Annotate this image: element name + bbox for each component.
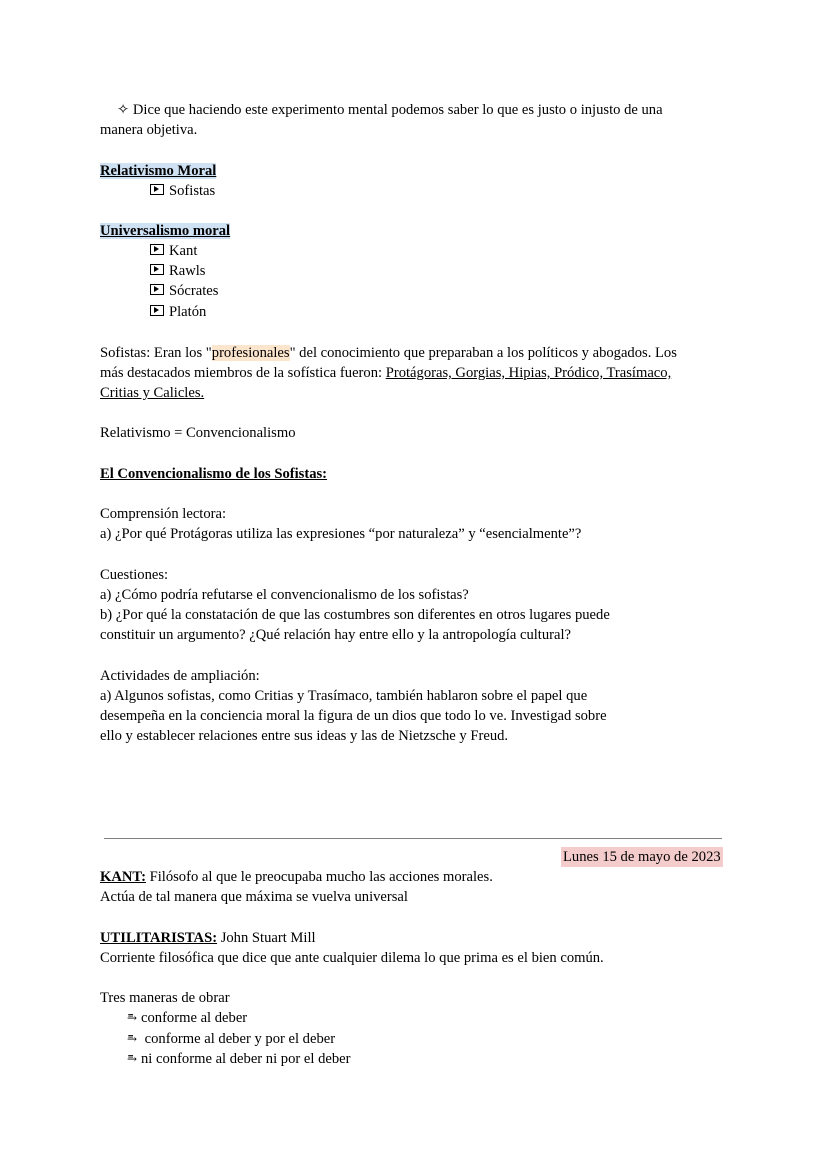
ampliacion-line-3: ello y establecer relaciones entre sus ideas y las de Nietzsche y Freud. [100, 728, 509, 744]
sofistas-names-link: Protágoras, Gorgias, Hipias, Pródico, Trasímaco, [385, 365, 672, 381]
intro-line-1: ✧ Dice que haciendo este experimento mental podemos saber lo que es justo o injusto de una [117, 102, 663, 118]
list-item: ⥱ conforme al deber y por el deber [127, 1031, 336, 1047]
ampliacion-title: Actividades de ampliación: [100, 668, 260, 684]
ampliacion-line-1: a) Algunos sofistas, como Critias y Trasímaco, también hablaron sobre el papel que [100, 688, 588, 704]
arrow-box-icon [150, 284, 164, 295]
ampliacion-line-2: desempeña en la conciencia moral la figura de un dios que todo lo ve. Investigad sobre [100, 708, 607, 724]
arrow-box-icon [150, 305, 164, 316]
equation: Relativismo = Convencionalismo [100, 425, 296, 441]
sofistas-line-3: Critias y Calicles. [100, 385, 205, 401]
comprension-question-a: a) ¿Por qué Protágoras utiliza las expresiones “por naturaleza” y “esencialmente”? [100, 526, 582, 542]
list-item: Platón [150, 302, 206, 322]
diamond-icon: ✧ [117, 102, 130, 118]
list-item: Rawls [150, 261, 205, 281]
universalismo-heading: Universalismo moral [100, 223, 231, 239]
comprension-title: Comprensión lectora: [100, 506, 227, 522]
kant-line-1: KANT: Filósofo al que le preocupaba mucho las acciones morales. [100, 869, 493, 885]
return-arrow-icon: ⥱ [127, 1052, 138, 1066]
arrow-box-icon [150, 264, 164, 275]
cuestiones-question-a: a) ¿Cómo podría refutarse el convencionalismo de los sofistas? [100, 587, 469, 603]
convencionalismo-heading: El Convencionalismo de los Sofistas: [100, 466, 328, 482]
maneras-title: Tres maneras de obrar [100, 990, 230, 1006]
cuestiones-question-b-2: constituir un argumento? ¿Qué relación hay entre ello y la antropología cultural? [100, 627, 572, 643]
list-item: ⥱ ni conforme al deber ni por el deber [127, 1051, 351, 1067]
list-item: ⥱ conforme al deber [127, 1010, 248, 1026]
horizontal-divider [104, 838, 722, 839]
kant-line-2: Actúa de tal manera que máxima se vuelva universal [100, 889, 408, 905]
intro-line-2: manera objetiva. [100, 122, 198, 138]
highlight-profesionales: profesionales [211, 345, 290, 361]
list-item: Kant [150, 241, 197, 261]
cuestiones-title: Cuestiones: [100, 567, 169, 583]
sofistas-line-1: Sofistas: Eran los "profesionales" del conocimiento que preparaban a los políticos y abogados. Los [100, 345, 677, 361]
relativismo-heading: Relativismo Moral [100, 163, 217, 179]
return-arrow-icon: ⥱ [127, 1032, 138, 1046]
return-arrow-icon: ⥱ [127, 1011, 138, 1025]
arrow-box-icon [150, 244, 164, 255]
utilitaristas-line-1: UTILITARISTAS: John Stuart Mill [100, 930, 316, 946]
utilitaristas-line-2: Corriente filosófica que dice que ante cualquier dilema lo que prima es el bien común. [100, 950, 604, 966]
list-item: Sofistas [150, 181, 215, 201]
date-label: Lunes 15 de mayo de 2023 [563, 849, 721, 865]
arrow-box-icon [150, 184, 164, 195]
cuestiones-question-b-1: b) ¿Por qué la constatación de que las costumbres son diferentes en otros lugares puede [100, 607, 610, 623]
list-item: Sócrates [150, 281, 218, 301]
sofistas-line-2: más destacados miembros de la sofística fueron: Protágoras, Gorgias, Hipias, Pródico, Trasímaco, [100, 365, 672, 381]
